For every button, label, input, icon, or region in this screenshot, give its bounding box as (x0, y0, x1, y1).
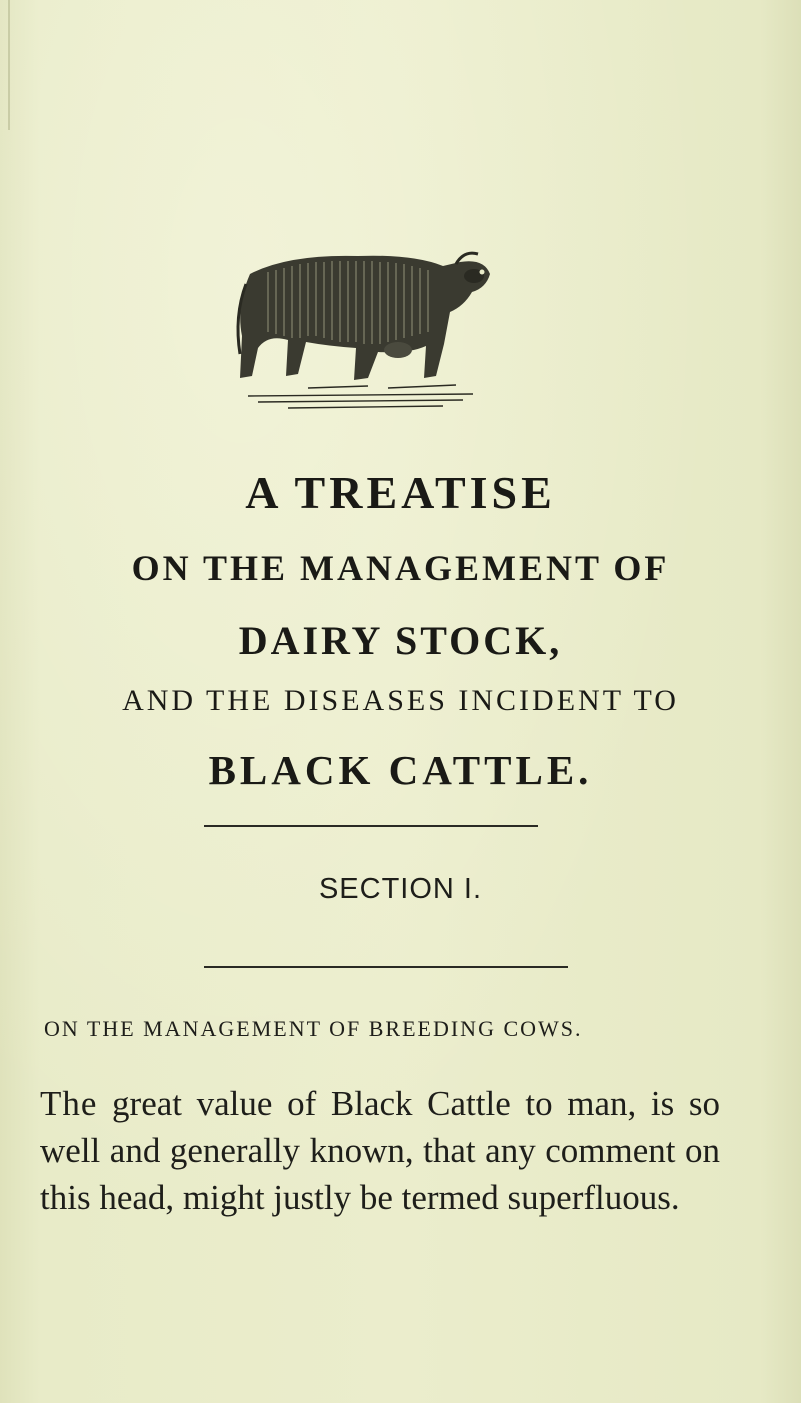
body-first-word: The (40, 1084, 98, 1123)
title-line-5: BLACK CATTLE. (208, 747, 593, 793)
section-heading: SECTION I. (318, 873, 483, 905)
title-line-1: A TREATISE (245, 467, 556, 518)
body-text: great value of Black Cattle to man, is so well and generally known, that any comment on this head, might justly be termed superfluous. (40, 1084, 720, 1217)
divider-rule-bottom (204, 966, 568, 968)
section-subheading: ON THE MANAGEMENT OF BREEDING COWS. (44, 1016, 583, 1041)
title-line-3: DAIRY STOCK, (238, 618, 563, 663)
body-paragraph (40, 1080, 720, 1221)
title-line-4: AND THE DISEASES INCIDENT TO (122, 684, 679, 717)
title-line-2: ON THE MANAGEMENT OF (131, 548, 670, 588)
page-edge-line (8, 0, 10, 130)
cow-engraving-icon (228, 236, 498, 416)
divider-rule-top (204, 825, 538, 827)
